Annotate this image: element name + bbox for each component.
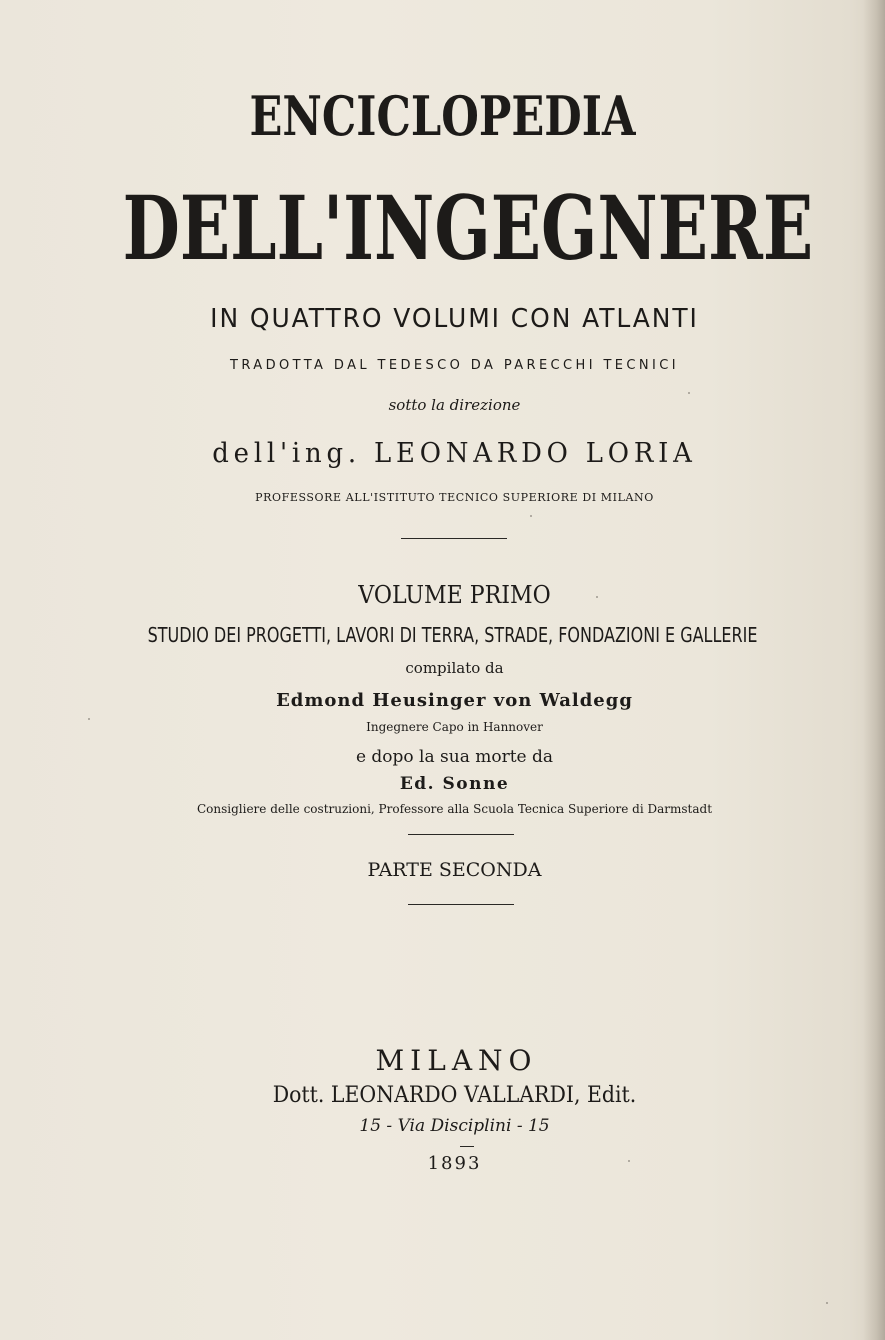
divider-rule-2	[408, 834, 514, 835]
author-role: Ingegnere Capo in Hannover	[366, 720, 543, 734]
coauthor-role: Consigliere delle costruzioni, Professore alla Scuola Tecnica Superiore di Darmstadt	[196, 802, 713, 816]
divider-rule-1	[401, 538, 507, 539]
translation-note: TRADOTTA DAL TEDESCO DA PARECCHI TECNICI	[230, 358, 679, 373]
director-role: PROFESSORE ALL'ISTITUTO TECNICO SUPERIORE DI MILANO	[255, 491, 654, 504]
director-name: dell'ing. LEONARDO LORIA	[212, 438, 697, 469]
volume-label: VOLUME PRIMO	[358, 581, 551, 609]
paper-speck	[530, 515, 532, 517]
title-line-ingegnere: DELL'INGEGNERE	[122, 176, 814, 280]
part-label: PARTE SECONDA	[367, 859, 542, 881]
paper-speck	[88, 718, 90, 720]
paper-speck	[826, 1302, 828, 1304]
author-name: Edmond Heusinger von Waldegg	[276, 690, 633, 711]
direction-note: sotto la direzione	[388, 396, 521, 414]
volume-subject: STUDIO DEI PROGETTI, LAVORI DI TERRA, STRADE, FONDAZIONI E GALLERIE	[147, 623, 758, 647]
imprint-year: 1893	[427, 1153, 482, 1174]
imprint-city: MILANO	[375, 1044, 538, 1077]
coauthor-name: Ed. Sonne	[399, 774, 510, 794]
paper-speck	[628, 1160, 630, 1162]
imprint-publisher: Dott. LEONARDO VALLARDI, Edit.	[272, 1083, 637, 1108]
subtitle: IN QUATTRO VOLUMI CON ATLANTI	[210, 304, 699, 334]
compiled-by-label: compilato da	[405, 659, 504, 677]
year-dash	[460, 1146, 474, 1147]
imprint-address: 15 - Via Disciplini - 15	[359, 1116, 550, 1136]
divider-rule-3	[408, 904, 514, 905]
paper-speck	[596, 596, 598, 598]
title-line-enciclopedia: ENCICLOPEDIA	[249, 84, 636, 148]
paper-speck	[688, 392, 690, 394]
after-death-label: e dopo la sua morte da	[355, 747, 554, 767]
